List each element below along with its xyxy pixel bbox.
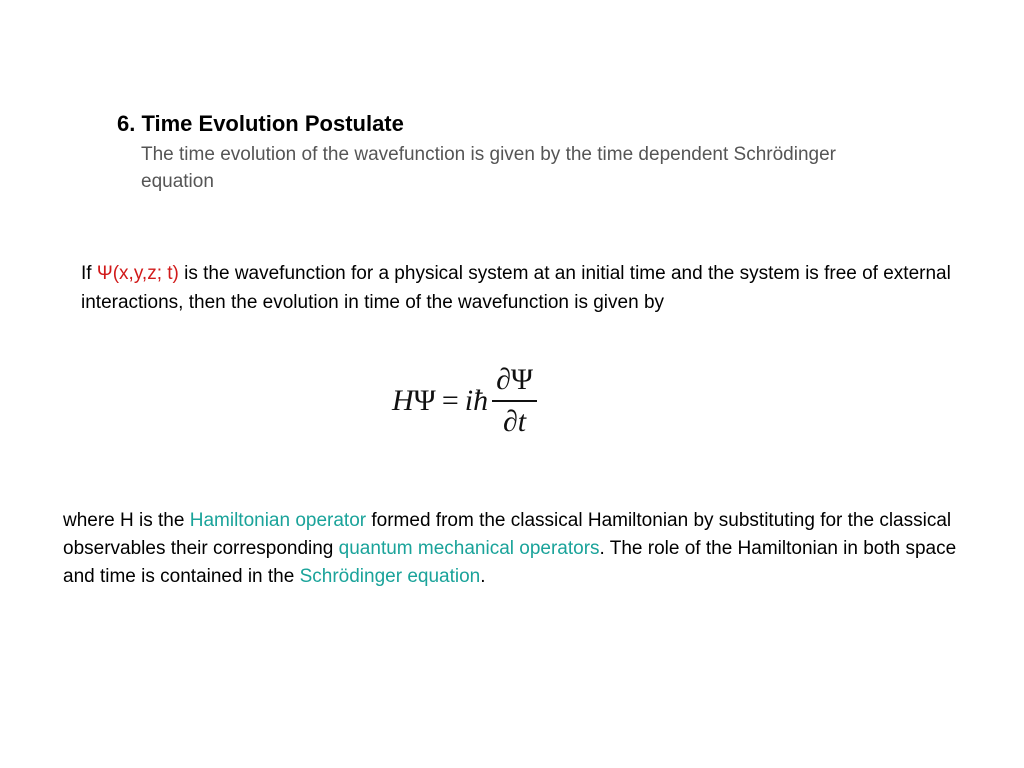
- hamiltonian-operator-link[interactable]: Hamiltonian operator: [189, 510, 367, 531]
- equation-lhs: [392, 384, 436, 418]
- partial-derivative-fraction: [492, 363, 537, 439]
- schrodinger-equation-link[interactable]: Schrödinger equation: [299, 566, 481, 587]
- fraction-denominator: [499, 402, 530, 439]
- hamiltonian-symbol: H: [392, 384, 414, 417]
- closing-part-2: formed from the classical Hamiltonian by substituting for the classical observables their corresponding: [63, 510, 952, 559]
- psi-symbol: Ψ: [413, 384, 436, 417]
- intro-prefix: If: [81, 263, 97, 284]
- fraction-numerator: ∂Ψ: [496, 363, 534, 396]
- closing-part-4: .: [480, 566, 486, 587]
- intro-suffix: is the wavefunction for a physical system at an initial time and the system is free of external interactions, then the evolution in time of the wavefunction is given by: [81, 263, 951, 313]
- equals-sign: =: [441, 384, 459, 417]
- explanation-paragraph: [63, 507, 983, 591]
- postulate-statement: The time evolution of the wavefunction is given by the time dependent Schrödinger equation: [141, 144, 836, 192]
- closing-part-3: . The role of the Hamiltonian in both space and time is contained in the: [63, 538, 957, 587]
- wavefunction-symbol: Ψ(x,y,z; t): [96, 263, 179, 284]
- partial-symbol: ∂: [502, 405, 518, 438]
- schrodinger-equation: [392, 356, 537, 446]
- i-hbar-factor: iħ: [464, 384, 489, 417]
- closing-part-1: where H is the: [63, 510, 190, 531]
- slide-title: 6. Time Evolution Postulate: [117, 111, 404, 136]
- quantum-operators-link[interactable]: quantum mechanical operators: [338, 538, 600, 559]
- intro-paragraph: [81, 259, 981, 317]
- time-variable: t: [517, 405, 527, 438]
